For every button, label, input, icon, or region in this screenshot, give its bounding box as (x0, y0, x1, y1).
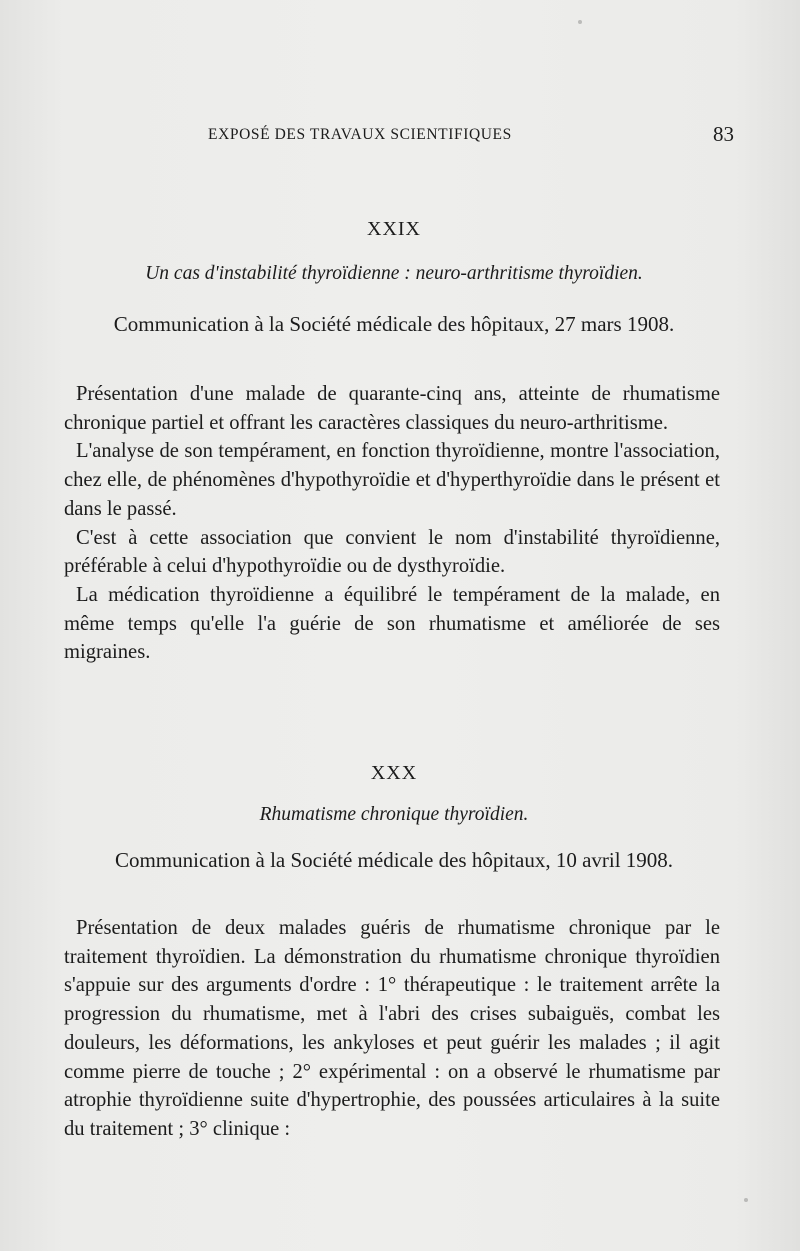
paragraph: Présentation d'une malade de quarante-cinq ans, atteinte de rhumatisme chronique partiel et offrant les caractères classiques du neuro-arthritisme. (64, 383, 720, 434)
page-number: 83 (713, 122, 734, 146)
running-head (64, 122, 734, 150)
section-title-xxix: Un cas d'instabilité thyroïdienne : neuro-arthritisme thyroïdien. (145, 263, 643, 284)
communication-line-xxx: Communication à la Société médicale des hôpitaux, 10 avril 1908. (114, 848, 674, 872)
section-body-xxx (64, 914, 720, 1144)
print-speck (578, 20, 582, 24)
running-title: EXPOSÉ DES TRAVAUX SCIENTIFIQUES (208, 126, 512, 143)
communication-line-xxix: Communication à la Société médicale des hôpitaux, 27 mars 1908. (113, 312, 675, 336)
section-number-xxx: XXX (370, 762, 418, 784)
section-body-xxix (64, 380, 720, 667)
paragraph: Présentation de deux malades guéris de rhumatisme chronique par le traitement thyroïdien. La démonstration du rhumatisme chronique thyroïdien s'appuie sur des arguments d'ordre : 1° thérapeutique : le traitement arrête la progression du rhumatisme, met à l'abri des crises subaiguës, combat les douleurs, les déformations, les ankyloses et peut guérir les malades ; il agit comme pierre de touche ; 2° expérimental : on a observé le rhumatisme par atrophie thyroïdienne suite d'hypertrophie, des poussées articulaires à la suite du traitement ; 3° clinique : (64, 917, 720, 1140)
paragraph: L'analyse de son tempérament, en fonction thyroïdienne, montre l'association, chez elle, de phénomènes d'hypothyroïdie et d'hyperthyroïdie dans le présent et dans le passé. (64, 440, 720, 520)
paragraph: C'est à cette association que convient le nom d'instabilité thyroïdienne, préférable à celui d'hypothyroïdie ou de dysthyroïdie. (64, 526, 720, 578)
paragraph: La médication thyroïdienne a équilibré le tempérament de la malade, en même temps qu'elle l'a guérie de son rhumatisme et améliorée de ses migraines. (64, 583, 720, 664)
print-speck (744, 1198, 748, 1202)
section-number-xxix: XXIX (367, 218, 421, 240)
section-title-xxx: Rhumatisme chronique thyroïdien. (259, 804, 529, 825)
